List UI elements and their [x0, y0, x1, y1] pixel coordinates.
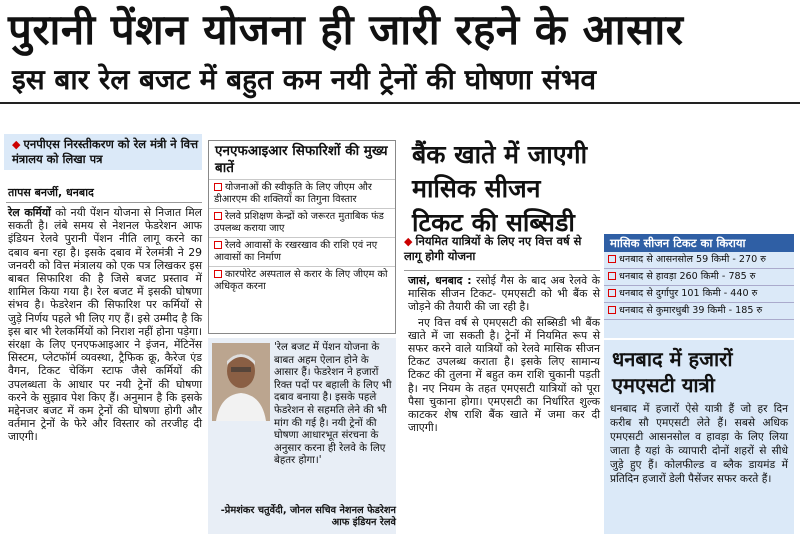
- portrait-photo: [212, 343, 270, 421]
- left-highlight-box: [4, 134, 202, 170]
- divider: [6, 202, 202, 203]
- quote-text: 'रेल बजट में पेंशन योजना के बाबत अहम ऐलान होने के आसार हैं। फेडरेशन ने हजारों रिक्त पदों पर बहाली के लिए भी दबाव बनाया है। इसके पहले फेडरेशन से सहमति लेने की भी मांग की गई है। नयी ट्रेनों की घोषणा आधारभूत संरचना के अनुसार करना ही रेलवे के लिए बेहतर होगा।': [274, 342, 392, 467]
- checkbox-icon: [214, 241, 222, 249]
- table-row: धनबाद से आसनसोल 59 किमी - 270 रु: [604, 252, 794, 269]
- sidebar-body: धनबाद में हजारों ऐसे यात्री हैं जो हर दिन करीब सौ एमएसटी लेते हैं। सबसे अधिक एमएसटी आसनसोल व हावड़ा के लिए लिया जाता है यहां के व्यापारी दोनों शहरों से सीधे जुड़े हुए हैं। कोलफील्ड व ब्लैक डायमंड में प्रतिदिन हजारों डेली पैसेंजर सफर करते हैं।: [610, 403, 788, 485]
- left-highlight: ◆ एनपीएस निरस्तीकरण को रेल मंत्री ने वित्त मंत्रालय को लिखा पत्र: [12, 137, 199, 166]
- divider: [404, 270, 600, 271]
- person-icon: [212, 343, 270, 421]
- left-body: रेल कर्मियों को नयी पेंशन योजना से निजात मिल सकती है। लंबे समय से नेशनल फेडरेशन आफ इंडियन रेलवे पुरानी पेंशन नीति लागू करने का दबाव बना रहा है। इसके दबाव में रेलमंत्री ने 29 जनवरी को वित्त मंत्रालय को एक पत्र लिखकर इस बाबत सिफारिश की है जिसे बजट प्रस्ताव में शामिल किया गया है। रेल बजट में इसकी घोषणा संभव है। फेडरेशन की सिफारिश पर कर्मियों से जुड़े निर्णय पहले भी लिए गए हैं। इसे उम्मीद है कि इस बार भी रेलकर्मियों को निराश नहीं होना पड़ेगा। संरक्षा के लिए एनएफआइआर ने इंजन, मेंटिनेंस सिस्टम, प्लेटफॉर्म व्यवस्था, ट्रैफिक क्रू, कैरेज एंड वैगन, टिकट चेकिंग स्टाफ जैसे कर्मियों की उपलब्धता के आधार पर नयी ट्रेनों की घोषणा करने के सुझाव पेश किए हैं। अनुमान है कि इसके मद्देनजर बजट में कम ट्रेनों की घोषणा होगी और वर्तमान ट्रेनों के फेरे और विस्तार को तरजीह दी जाएगी।: [8, 206, 202, 444]
- list-item: रेलवे आवासों के रखरखाव की राशि एवं नए आवासों का निर्माण: [209, 237, 395, 266]
- bullet-icon: ◆: [12, 138, 21, 151]
- fare-box: [604, 234, 794, 338]
- sub-headline: इस बार रेल बजट में बहुत कम नयी ट्रेनों की घोषणा संभव: [12, 63, 597, 96]
- fare-title: मासिक सीजन टिकट का किराया: [604, 234, 794, 252]
- byline: तापस बनर्जी, धनबाद: [8, 186, 94, 199]
- checkbox-icon: [608, 272, 616, 280]
- checkbox-icon: [214, 270, 222, 278]
- story2-body: जासं, धनबाद : रसोई गैस के बाद अब रेलवे के मासिक सीजन टिकट- एमएसटी को भी बैंक से जोड़ने की तैयारी की जा रही है। नए वित्त वर्ष से एमएसटी की सब्सिडी भी बैंक खाते में जा सकती है। ट्रेनों में नियमित रूप से सफर करने वाले यात्रियों को रेलवे मासिक सीजन टिकट उपलब्ध कराता है। इसके लिए सामान्य टिकट की तुलना में बहुत कम राशि चुकानी पड़ती है। नए नियम के तहत एमएसटी यात्रियों को पूरा पैसा चुकाना होगा। एमएसटी का निर्धारित शुल्क काटकर शेष राशि बैंक खाते में जमा कर दी जाएगी।: [408, 274, 600, 435]
- main-headline: पुरानी पेंशन योजना ही जारी रहने के आसार: [8, 5, 684, 54]
- bullet-icon: ◆: [404, 235, 413, 248]
- table-row: धनबाद से कुमारधुबी 39 किमी - 185 रु: [604, 303, 794, 320]
- checkbox-icon: [608, 289, 616, 297]
- checkbox-icon: [214, 212, 222, 220]
- recommendations-title: एनएफआइआर सिफारिशों की मुख्य बातें: [215, 143, 388, 176]
- story2-highlight: ◆ नियमित यात्रियों के लिए नए वित्त वर्ष से लागू होगी योजना: [404, 234, 582, 263]
- checkbox-icon: [608, 255, 616, 263]
- quote-attribution: -प्रेमशंकर चतुर्वेदी, जोनल सचिव नेशनल फेडरेशन आफ इंडियन रेलवे: [220, 505, 396, 528]
- recommendations-box: [208, 140, 396, 334]
- checkbox-icon: [608, 306, 616, 314]
- list-item: योजनाओं की स्वीकृति के लिए जीएम और डीआरएम की शक्तियों का तिगुना विस्तार: [209, 179, 395, 208]
- list-item: कारपोरेट अस्पताल से करार के लिए जीएम को अधिकृत करना: [209, 266, 395, 295]
- story2-headline: बैंक खाते में जाएगी मासिक सीजन टिकट की सब्सिडी: [412, 140, 588, 237]
- list-item: रेलवे प्रशिक्षण केन्द्रों को जरूरत मुताबिक फंड उपलब्ध कराया जाए: [209, 208, 395, 237]
- checkbox-icon: [214, 183, 222, 191]
- sidebar-headline: धनबाद में हजारों एमएसटी यात्री: [612, 347, 733, 397]
- divider: [0, 102, 800, 104]
- table-row: धनबाद से दुर्गापुर 101 किमी - 440 रु: [604, 286, 794, 303]
- sidebar-box: [604, 340, 794, 534]
- table-row: धनबाद से हावड़ा 260 किमी - 785 रु: [604, 269, 794, 286]
